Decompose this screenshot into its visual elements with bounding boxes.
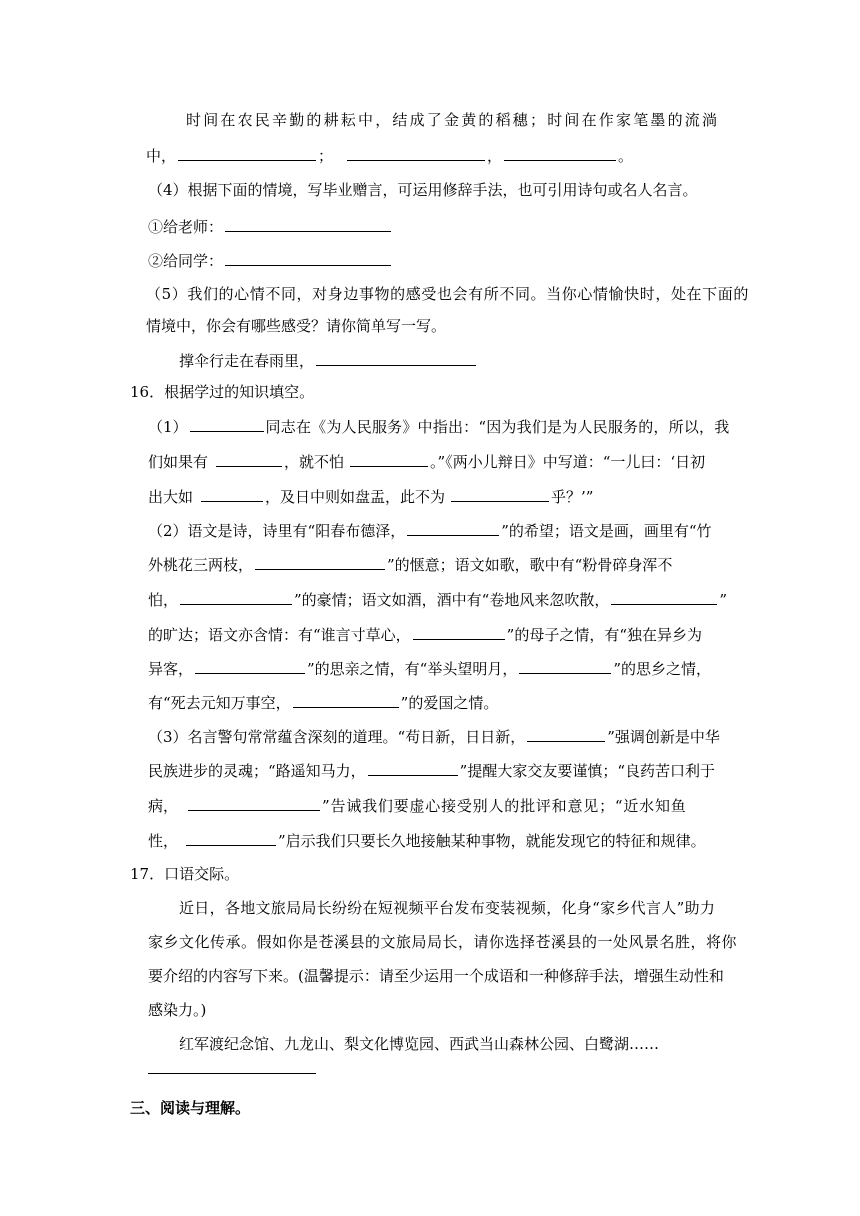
paragraph-line: 感染力。) xyxy=(148,1001,207,1019)
text: ”的爱国之情。 xyxy=(400,694,499,712)
text: ”的母子之情，有“独在异乡为 xyxy=(506,626,703,644)
paragraph-line: 近日，各地文旅局局长纷纷在短视频平台发布变装视频，化身“家乡代言人”助力 xyxy=(179,899,716,917)
paragraph-line: 要介绍的内容写下来。(温馨提示：请至少运用一个成语和一种修辞手法，增强生动性和 xyxy=(148,967,724,985)
question-title: 17．口语交际。 xyxy=(130,865,240,883)
fill-line xyxy=(148,486,593,507)
text: ”的思亲之情，有“举头望明月， xyxy=(307,660,518,678)
paragraph-line: 时间在农民辛勤的耕耘中，结成了金黄的稻穗；时间在作家笔墨的流淌 xyxy=(186,111,720,129)
fill-line xyxy=(148,830,706,851)
text: （3）名言警句常常蕴含深刻的道理。“苟日新，日日新， xyxy=(148,728,526,746)
question-prompt: （5）我们的心情不同，对身边事物的感受也会有所不同。当你心情愉快时，处在下面的 xyxy=(146,285,749,303)
fill-line xyxy=(148,451,705,472)
text: 的旷达；语文亦含情：有“谁言寸草心， xyxy=(148,626,411,644)
answer-blank[interactable] xyxy=(611,589,717,605)
text: ”的希望；语文是画，画里有“竹 xyxy=(501,522,712,540)
answer-line xyxy=(148,216,393,237)
answer-blank[interactable] xyxy=(527,726,605,742)
label: ②给同学： xyxy=(148,252,224,270)
text: 。”《两小儿辩日》中写道：“一儿曰：‘日初 xyxy=(430,453,706,471)
text: ”的思乡之情， xyxy=(613,660,712,678)
text: 病， xyxy=(148,797,179,815)
answer-blank[interactable] xyxy=(201,486,263,502)
text: ”的惬意；语文如歌，歌中有“粉骨碎身浑不 xyxy=(387,556,673,574)
text: ”的豪情；语文如酒，酒中有“卷地风来忽吹散， xyxy=(294,591,610,609)
text: ”提醒大家交友要谨慎；“良药苦口利于 xyxy=(459,762,716,780)
text: （1） xyxy=(148,418,188,436)
question-title: 16．根据学过的知识填空。 xyxy=(130,383,315,401)
text: ”强调创新是中华 xyxy=(607,728,720,746)
fill-line xyxy=(148,760,715,781)
answer-blank[interactable] xyxy=(195,658,305,674)
text: ”告诫我们要虚心接受别人的批评和意见；“近水知鱼 xyxy=(322,797,687,815)
text: 。 xyxy=(618,147,634,165)
answer-blank[interactable] xyxy=(216,451,282,467)
answer-underline[interactable] xyxy=(148,1073,316,1074)
answer-blank[interactable] xyxy=(188,795,320,811)
label: ①给老师： xyxy=(148,218,224,236)
question-prompt: （4）根据下面的情境，写毕业赠言，可运用修辞手法，也可引用诗句或名人名言。 xyxy=(148,181,698,199)
answer-blank[interactable] xyxy=(225,250,391,266)
places-line: 红军渡纪念馆、九龙山、梨文化博览园、西武当山森林公园、白鹭湖…… xyxy=(179,1035,660,1053)
fill-line xyxy=(148,589,727,610)
answer-blank[interactable] xyxy=(225,216,391,232)
fill-line xyxy=(148,795,687,816)
text: 异客， xyxy=(148,660,194,678)
fill-line xyxy=(148,520,712,541)
text: （2）语文是诗，诗里有“阳春布德泽， xyxy=(148,522,406,540)
paragraph-line: 家乡文化传承。假如你是苍溪县的文旅局局长，请你选择苍溪县的一处风景名胜，将你 xyxy=(148,933,738,951)
question-prompt: 情境中，你会有哪些感受？请你简单写一写。 xyxy=(146,317,447,335)
fill-line xyxy=(148,416,729,437)
answer-blank[interactable] xyxy=(255,554,385,570)
answer-blank[interactable] xyxy=(178,145,316,161)
answer-blank[interactable] xyxy=(350,451,428,467)
answer-line xyxy=(148,250,393,271)
text: 外桃花三两枝， xyxy=(148,556,254,574)
answer-blank[interactable] xyxy=(190,416,264,432)
answer-blank[interactable] xyxy=(293,692,399,708)
label: 撑伞行走在春雨里， xyxy=(179,352,315,370)
answer-blank[interactable] xyxy=(413,624,505,640)
text: ； xyxy=(318,147,334,165)
text: 性， xyxy=(148,832,179,850)
text: ， xyxy=(487,147,503,165)
answer-blank[interactable] xyxy=(451,486,549,502)
fill-line xyxy=(148,658,711,679)
answer-blank[interactable] xyxy=(316,350,476,366)
answer-blank[interactable] xyxy=(407,520,499,536)
section-title: 三、阅读与理解。 xyxy=(130,1099,251,1117)
fill-line xyxy=(148,692,498,713)
text: 有“死去元知万事空， xyxy=(148,694,291,712)
text: 出大如 xyxy=(148,488,194,506)
text: 民族进步的灵魂；“路遥知马力， xyxy=(148,762,366,780)
paragraph-line xyxy=(146,145,633,166)
text: 中， xyxy=(146,147,177,165)
fill-line xyxy=(148,624,702,645)
text: 乎？’” xyxy=(551,488,594,506)
text: ”启示我们只要长久地接触某种事物，就能发现它的特征和规律。 xyxy=(278,832,706,850)
answer-blank[interactable] xyxy=(519,658,611,674)
text: ” xyxy=(719,591,728,609)
answer-blank[interactable] xyxy=(186,830,276,846)
answer-blank[interactable] xyxy=(347,145,485,161)
text: ，就不怕 xyxy=(284,453,345,471)
answer-blank[interactable] xyxy=(368,760,458,776)
text: ，及日中则如盘盂，此不为 xyxy=(265,488,446,506)
fill-line xyxy=(148,554,672,575)
answer-blank[interactable] xyxy=(180,589,292,605)
answer-blank[interactable] xyxy=(504,145,616,161)
fill-line xyxy=(148,726,720,747)
text: 同志在《为人民服务》中指出：“因为我们是为人民服务的，所以，我 xyxy=(265,418,730,436)
answer-line xyxy=(179,350,478,371)
text: 们如果有 xyxy=(148,453,209,471)
text: 怕， xyxy=(148,591,179,609)
